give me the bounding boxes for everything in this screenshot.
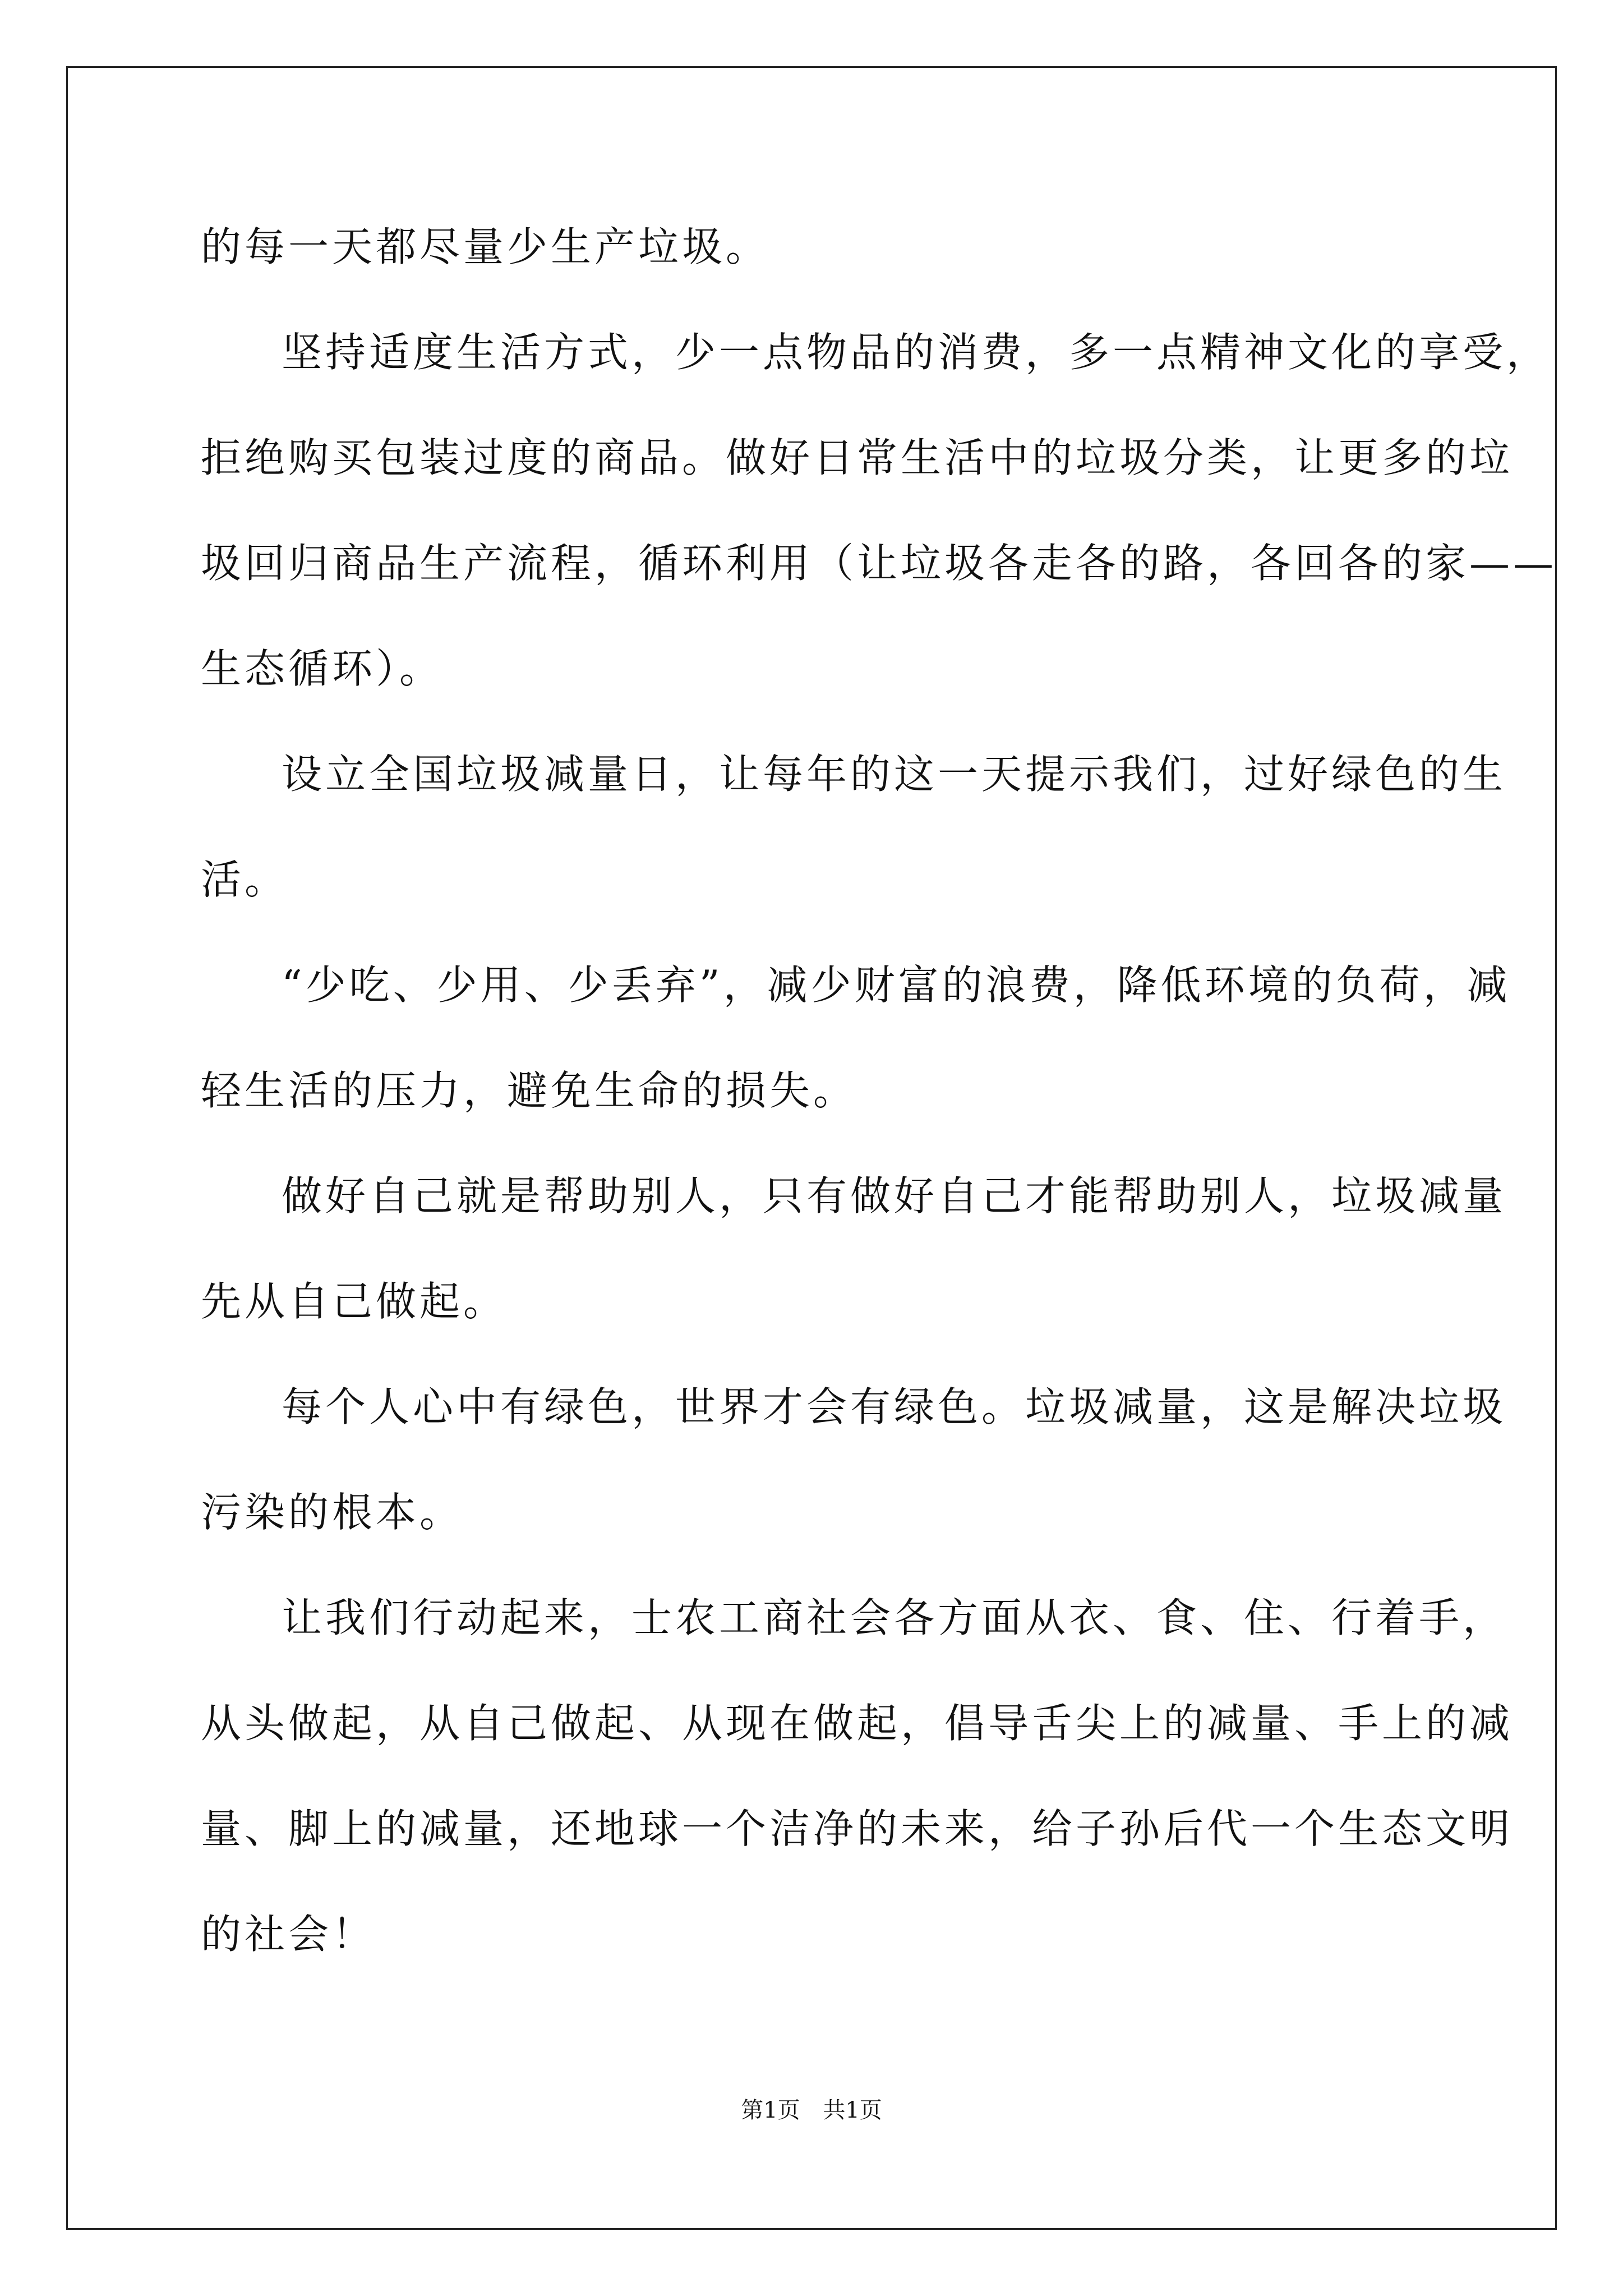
text-line: 每个人心中有绿色，世界才会有绿色。垃圾减量，这是解决垃圾: [282, 1383, 1507, 1430]
text-line: 污染的根本。: [201, 1489, 464, 1536]
text-line: 坚持适度生活方式，少一点物品的消费，多一点精神文化的享受，: [282, 329, 1551, 376]
text-line: 从头做起，从自己做起、从现在做起，倡导舌尖上的减量、手上的减: [201, 1700, 1514, 1747]
text-line: 设立全国垃圾减量日，让每年的这一天提示我们，过好绿色的生: [282, 751, 1507, 798]
text-line: 活。: [201, 856, 289, 903]
page-border: [66, 66, 1557, 2230]
page-footer: [0, 2092, 1623, 2124]
text-line: 拒绝购买包装过度的商品。做好日常生活中的垃圾分类，让更多的垃: [201, 434, 1514, 481]
text-line: “少吃、少用、少丢弃”，减少财富的浪费，降低环境的负荷，减: [282, 961, 1511, 1009]
page-total: 共1页: [823, 2097, 882, 2123]
text-line: 做好自己就是帮助别人，只有做好自己才能帮助别人，垃圾减量: [282, 1172, 1507, 1220]
text-line: 让我们行动起来，士农工商社会各方面从衣、食、住、行着手，: [282, 1594, 1507, 1641]
page-number: 第1页: [741, 2097, 800, 2123]
text-line: 量、脚上的减量，还地球一个洁净的未来，给子孙后代一个生态文明: [201, 1805, 1514, 1852]
text-line: 生态循环）。: [201, 645, 444, 692]
text-line: 的社会！: [201, 1911, 376, 1958]
text-line: 轻生活的压力，避免生命的损失。: [201, 1067, 857, 1114]
text-line: 的每一天都尽量少生产垃圾。: [201, 223, 770, 270]
text-line: 先从自己做起。: [201, 1278, 508, 1325]
text-line: 圾回归商品生产流程，循环利用（让垃圾各走各的路，各回各的家——: [201, 540, 1557, 587]
